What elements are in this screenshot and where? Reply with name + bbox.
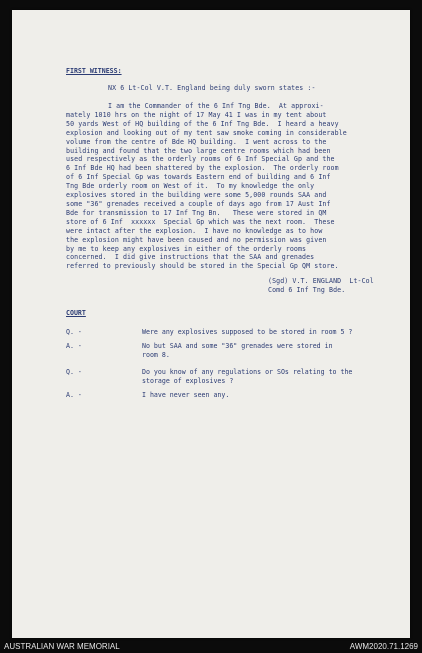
qa-line: I have never seen any. (142, 391, 230, 399)
statement-line: I am the Commander of the 6 Inf Tng Bde. At approxi- (108, 102, 324, 110)
statement-line: 6 Inf Bde HQ had been shattered by the explosion. The orderly room (66, 164, 339, 173)
signature-line-1: (Sgd) V.T. ENGLAND Lt-Col (268, 277, 374, 285)
statement-line: volume from the centre of Bde HQ building. I went across to the (66, 137, 327, 146)
questions-heading: COURT (66, 309, 86, 317)
statement-line: were intact after the explosion. I have no knowledge as to how (66, 226, 323, 235)
qa-line: storage of explosives ? (142, 376, 234, 385)
qa-line: room 8. (142, 350, 170, 359)
statement-line: referred to previously should be stored in the Special Gp QM store. (66, 262, 339, 271)
qa-text (142, 391, 229, 400)
statement-line: of 6 Inf Special Gp was towards Eastern end of building and 6 Inf (66, 173, 331, 182)
statement-line: 50 yards West of HQ building of the 6 Inf Tng Bde. I heard a heavy (66, 119, 339, 128)
statement-line: Tng Bde orderly room on West of it. To my knowledge the only (66, 182, 315, 191)
qa-text (142, 368, 352, 386)
statement-line: store of 6 Inf xxxxxx Special Gp which was the next room. These (66, 217, 335, 226)
qa-label: Q. - (66, 368, 82, 376)
signature-line-2: Comd 6 Inf Tng Bde. (268, 286, 346, 294)
statement-line: some "36" grenades received a couple of days ago from 17 Aust Inf (66, 199, 331, 208)
statement-line: mately 1010 hrs on the night of 17 May 41 I was in my tent about (66, 110, 327, 119)
qa-text (142, 342, 333, 360)
statement-line: explosion and looking out of my tent saw smoke coming in considerable (66, 128, 347, 137)
footer-accession-number: AWM2020.71.1269 (349, 642, 418, 651)
document-page (12, 10, 410, 638)
statement-line: building and found that the two large centre rooms which had been (66, 146, 331, 155)
statement-line: Bde for transmission to 17 Inf Tng Bn. These were stored in QM (66, 208, 327, 217)
qa-line: No but SAA and some "36" grenades were stored in (142, 342, 333, 350)
witness-statement (66, 102, 347, 271)
statement-line: the explosion might have been caused and no permission was given (66, 235, 327, 244)
statement-line: used respectively as the orderly rooms of 6 Inf Special Gp and the (66, 155, 335, 164)
footer-institution: AUSTRALIAN WAR MEMORIAL (4, 642, 120, 651)
qa-line: Do you know of any regulations or SOs relating to the (142, 368, 353, 376)
qa-text (142, 328, 352, 337)
qa-line: Were any explosives supposed to be stored in room 5 ? (142, 328, 353, 336)
witness-heading: FIRST WITNESS: (66, 67, 122, 75)
qa-label: Q. - (66, 328, 82, 336)
qa-label: A. - (66, 342, 82, 350)
statement-line: explosives stored in the building were some 5,000 rounds SAA and (66, 191, 327, 200)
witness-intro: NX 6 Lt-Col V.T. England being duly sworn states :- (108, 84, 316, 92)
statement-line: by me to keep any explosives in either of the orderly rooms (66, 244, 307, 253)
statement-line: concerned. I did give instructions that the SAA and grenades (66, 253, 315, 262)
qa-label: A. - (66, 391, 82, 399)
